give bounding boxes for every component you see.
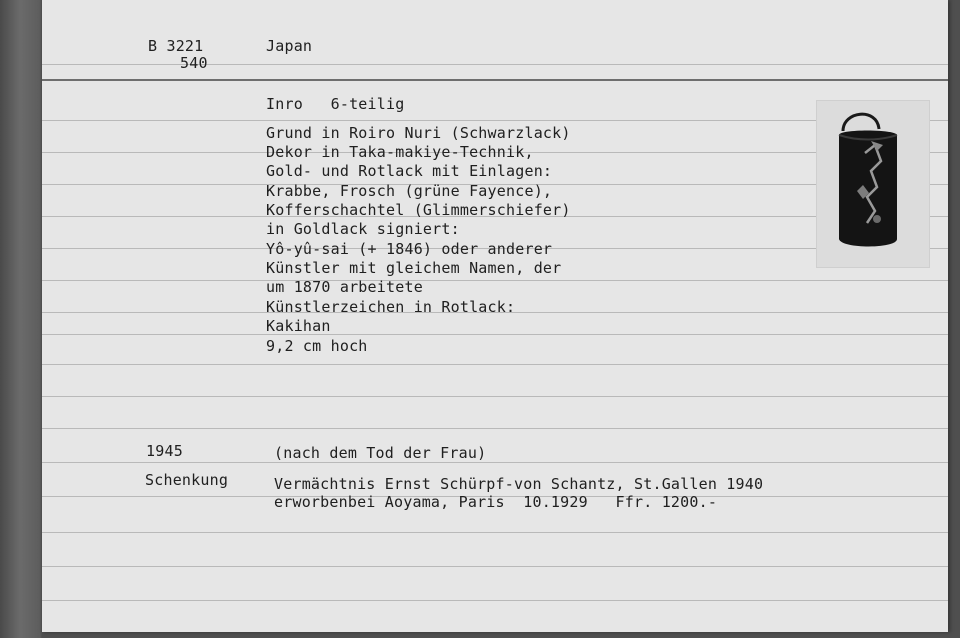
card-rule xyxy=(42,428,948,429)
card-rule xyxy=(42,64,948,65)
description-line: Krabbe, Frosch (grüne Fayence), xyxy=(266,182,553,200)
description-line: Künstler mit gleichem Namen, der xyxy=(266,259,562,277)
acquisition-label: Schenkung xyxy=(145,471,229,489)
description-line: Künstlerzeichen in Rotlack: xyxy=(266,298,516,316)
object-title: Inro 6-teilig xyxy=(266,95,405,113)
description-line: Dekor in Taka-makiye-Technik, xyxy=(266,143,534,161)
description-line: Kofferschachtel (Glimmerschiefer) xyxy=(266,201,571,219)
card-rule xyxy=(42,120,948,121)
year-note: (nach dem Tod der Frau) xyxy=(274,444,487,462)
inro-icon xyxy=(817,101,929,267)
year-label: 1945 xyxy=(146,442,183,460)
card-rule xyxy=(42,396,948,397)
card-rule xyxy=(42,334,948,335)
catalog-card xyxy=(42,0,948,632)
card-rule xyxy=(42,600,948,601)
description-line: in Goldlack signiert: xyxy=(266,220,460,238)
sub-number: 540 xyxy=(180,54,208,72)
description-line: Yô-yû-sai (+ 1846) oder anderer xyxy=(266,240,553,258)
catalog-number: B 3221 xyxy=(148,37,204,55)
description-line: um 1870 arbeitete xyxy=(266,278,423,296)
card-header-rule xyxy=(42,79,948,81)
description-line: Grund in Roiro Nuri (Schwarzlack) xyxy=(266,124,571,142)
card-rule xyxy=(42,532,948,533)
acquisition-line: erworbenbei Aoyama, Paris 10.1929 Ffr. 1200.- xyxy=(274,493,718,511)
acquisition-line: Vermächtnis Ernst Schürpf-von Schantz, St.Gallen 1940 xyxy=(274,475,764,493)
description-line: Kakihan xyxy=(266,317,331,335)
card-rule xyxy=(42,566,948,567)
description-line: Gold- und Rotlack mit Einlagen: xyxy=(266,162,553,180)
card-rule xyxy=(42,364,948,365)
inro-photo xyxy=(816,100,930,268)
country: Japan xyxy=(266,37,313,55)
card-rule xyxy=(42,280,948,281)
description-line: 9,2 cm hoch xyxy=(266,337,368,355)
card-rule xyxy=(42,462,948,463)
